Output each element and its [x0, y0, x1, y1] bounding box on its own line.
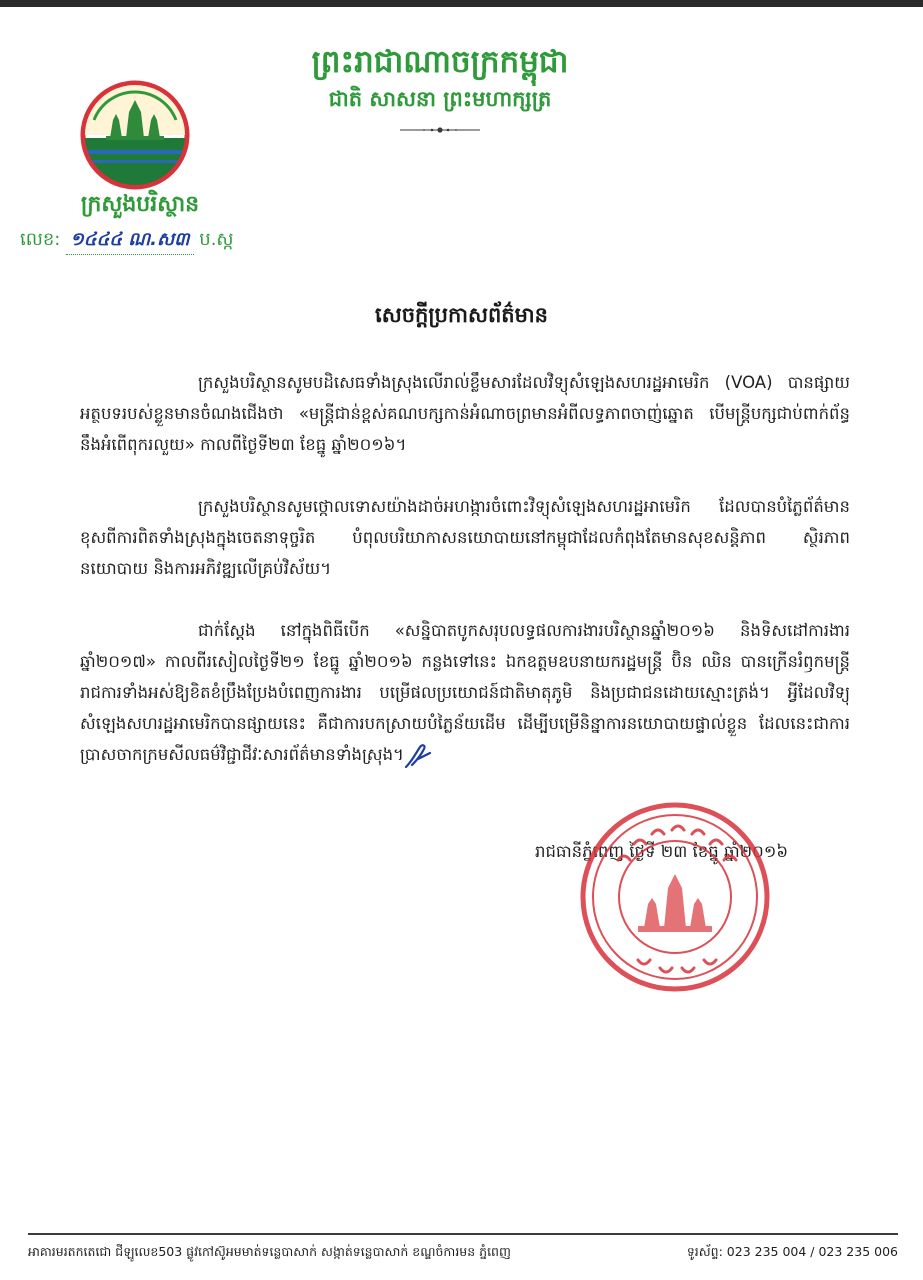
- footer-address: អាគារមរតកតេជោ ជីឡូលេខ503 ផ្លូវកៅស៊ូអមមាត់ទន្លេបាសាក់ សង្កាត់ទន្លេបាសាក់ ខណ្ឌចំការមន ភ្នំពេញ: [28, 1244, 511, 1259]
- reference-prefix: លេខ:: [20, 229, 61, 250]
- reference-line: [20, 227, 234, 255]
- footer: [28, 1244, 898, 1263]
- kingdom-title: ព្រះរាជាណាចក្រកម្ពុជា: [311, 44, 569, 80]
- paragraph-3-text: ជាក់ស្តែង នៅក្នុងពិធីបើក «សន្និបាតបូកសរុបលទ្ធផលការងារបរិស្ថានឆ្នាំ២០១៦ និងទិសដៅការងារឆ្នាំ២០១៧» កាលពីរសៀលថ្ងៃទី២១ ខែធ្នូ ឆ្នាំ២០១៦ កន្លងទៅនេះ ឯកឧត្តមឧបនាយករដ្ឋមន្ត្រី ប៊ិន ឈិន បានក្រើនរំឭកមន្ត្រីរាជការទាំងអស់ឱ្យខិតខំប្រឹងប្រែងបំពេញការងារ បម្រើផលប្រយោជន៍ជាតិមាតុភូមិ និងប្រជាជនដោយស្មោះត្រង់។ អ្វីដែលវិទ្យុសំឡេងសហរដ្ឋអាមេរិកបានផ្សាយនេះ គឺជាការបកស្រាយបំភ្លៃន័យដើម ដើម្បីបម្រើនិន្នាការនយោបាយផ្ទាល់ខ្លួន ដែលនេះជាការប្រាសចាកក្រមសីលធម៌វិជ្ជាជីវៈសារព័ត៌មានទាំងស្រុង។: [80, 621, 850, 764]
- paragraph-2: ក្រសួងបរិស្ថានសូមថ្កោលទោសយ៉ាងដាច់អហង្ការចំពោះវិទ្យុសំឡេងសហរដ្ឋអាមេរិក ដែលបានបំភ្លៃព័ត៌មានខុសពីការពិតទាំងស្រុងក្នុងចេតនាទុច្ចរិត បំពុលបរិយាកាសនយោបាយនៅកម្ពុជាដែលកំពុងតែមានសុខសន្តិភាព ស្ថិរភាពនយោបាយ និងការអភិវឌ្ឍលើគ្រប់វិស័យ។: [80, 497, 850, 578]
- document-title: សេចក្តីប្រកាសព័ត៌មាន: [375, 303, 548, 327]
- signature-mark-icon: [404, 743, 432, 769]
- paragraph-3: [80, 615, 850, 770]
- date-line: រាជធានីភ្នំពេញ ថ្ងៃទី ២៣ ខែធ្នូ ឆ្នាំ២០១៦: [535, 842, 789, 861]
- footer-phone: ទូរស័ព្ទ: 023 235 004 / 023 235 006: [686, 1244, 898, 1259]
- paragraph-1: ក្រសួងបរិស្ថានសូមបដិសេធទាំងស្រុងលើរាល់ខ្លឹមសារដែលវិទ្យុសំឡេងសហរដ្ឋអាមេរិក (VOA) បានផ្សាយអត្ថបទរបស់ខ្លួនមានចំណងជើងថា «មន្ត្រីជាន់ខ្ពស់គណបក្សកាន់អំណាចព្រមានអំពីលទ្ធភាពចាញ់ឆ្នោត បើមន្ត្រីបក្សជាប់ពាក់ព័ន្ធនឹងអំពើពុករលួយ» កាលពីថ្ងៃទី២៣ ខែធ្នូ ឆ្នាំ២០១៦។: [80, 373, 850, 454]
- divider-ornament-icon: [400, 124, 480, 136]
- reference-number: ១៤៤៤ ណ.ស៣: [66, 227, 193, 255]
- ministry-emblem-icon: [80, 80, 190, 190]
- official-seal-icon: [578, 800, 773, 995]
- top-border: [0, 0, 923, 7]
- kingdom-header: [240, 40, 640, 136]
- ministry-name: ក្រសួងបរិស្ថាន: [80, 192, 200, 217]
- reference-suffix: ប.ស្ក: [199, 229, 234, 250]
- footer-rule: [28, 1233, 898, 1235]
- document-body: [80, 367, 850, 801]
- kingdom-motto: ជាតិ សាសនា ព្រះមហាក្សត្រ: [328, 87, 552, 111]
